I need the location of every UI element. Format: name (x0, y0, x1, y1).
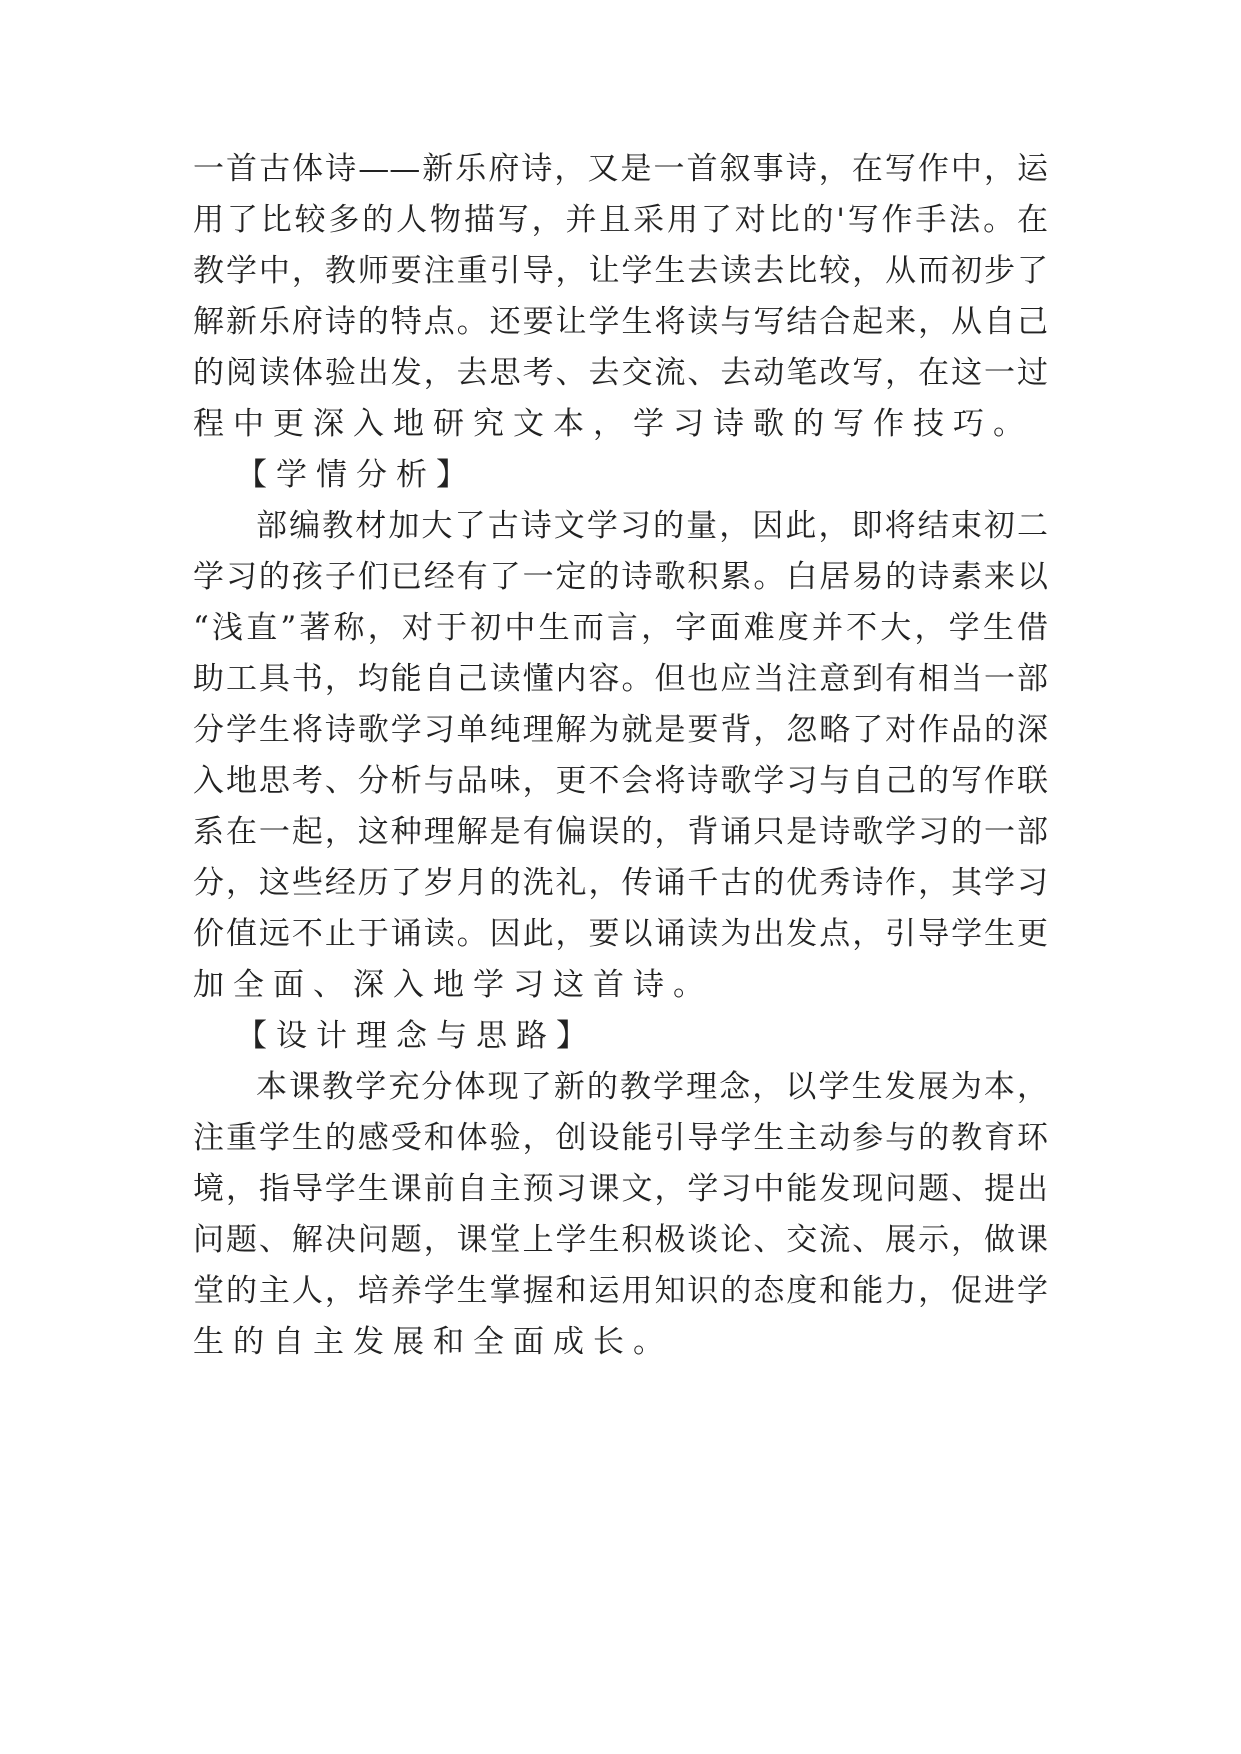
paragraph-2-line-7: 系在一起，这种理解是有偏误的，背诵只是诗歌学习的一部 (193, 814, 1048, 850)
paragraph-3-line-3: 境，指导学生课前自主预习课文，学习中能发现问题、提出 (193, 1171, 1048, 1207)
paragraph-1-line-5: 的阅读体验出发，去思考、去交流、去动笔改写，在这一过 (193, 355, 1048, 391)
paragraph-1-line-3: 教学中，教师要注重引导，让学生去读去比较，从而初步了 (193, 253, 1048, 289)
paragraph-3-line-5: 堂的主人，培养学生掌握和运用知识的态度和能力，促进学 (193, 1273, 1048, 1309)
paragraph-2-line-10: 加全面、深入地学习这首诗。 (193, 967, 713, 1003)
paragraph-2-line-6: 入地思考、分析与品味，更不会将诗歌学习与自己的写作联 (193, 763, 1048, 799)
paragraph-2-line-4: 助工具书，均能自己读懂内容。但也应当注意到有相当一部 (193, 661, 1048, 697)
paragraph-2-line-9: 价值远不止于诵读。因此，要以诵读为出发点，引导学生更 (193, 916, 1048, 952)
paragraph-3-line-6: 生的自主发展和全面成长。 (193, 1324, 673, 1360)
paragraph-1-line-2: 用了比较多的人物描写，并且采用了对比的'写作手法。在 (193, 202, 1048, 238)
paragraph-3-line-2: 注重学生的感受和体验，创设能引导学生主动参与的教育环 (193, 1120, 1048, 1156)
paragraph-2-line-3: “浅直”著称，对于初中生而言，字面难度并不大，学生借 (193, 610, 1048, 646)
paragraph-2-line-1: 部编教材加大了古诗文学习的量，因此，即将结束初二 (256, 508, 1048, 544)
section-heading-design-concept: 【设计理念与思路】 (236, 1018, 596, 1054)
paragraph-3-line-4: 问题、解决问题，课堂上学生积极谈论、交流、展示，做课 (193, 1222, 1048, 1258)
paragraph-1-line-4: 解新乐府诗的特点。还要让学生将读与写结合起来，从自己 (193, 304, 1048, 340)
paragraph-2-line-2: 学习的孩子们已经有了一定的诗歌积累。白居易的诗素来以 (193, 559, 1048, 595)
paragraph-1-line-1: 一首古体诗——新乐府诗，又是一首叙事诗，在写作中，运 (193, 151, 1048, 187)
paragraph-2-line-5: 分学生将诗歌学习单纯理解为就是要背，忽略了对作品的深 (193, 712, 1048, 748)
paragraph-1-line-6: 程中更深入地研究文本，学习诗歌的写作技巧。 (193, 406, 1033, 442)
section-heading-learning-analysis: 【学情分析】 (236, 457, 476, 493)
paragraph-2-line-8: 分，这些经历了岁月的洗礼，传诵千古的优秀诗作，其学习 (193, 865, 1048, 901)
paragraph-3-line-1: 本课教学充分体现了新的教学理念，以学生发展为本， (256, 1069, 1048, 1105)
